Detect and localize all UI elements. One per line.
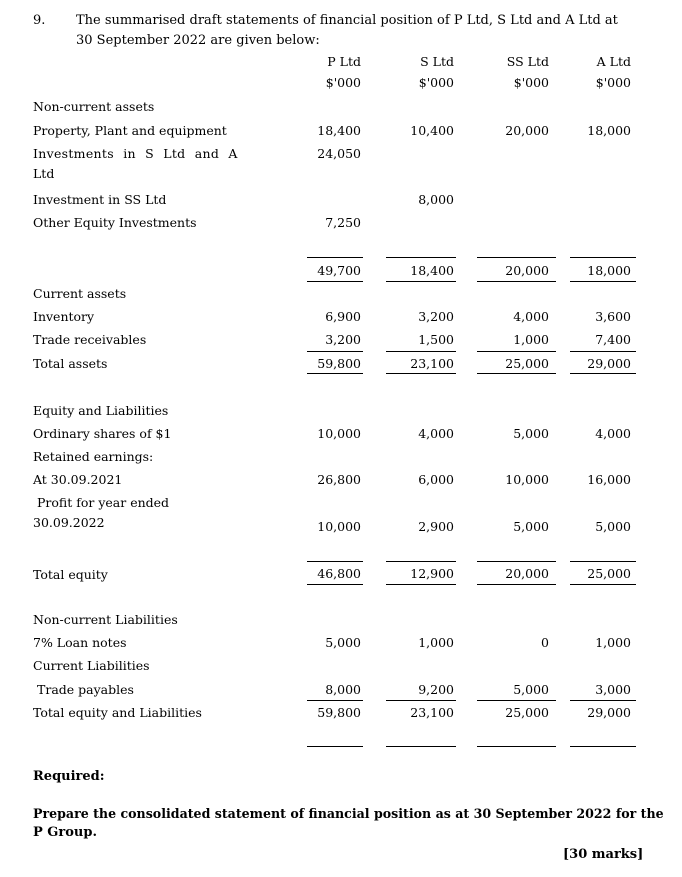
label-non-current-assets: Non-current assets	[33, 99, 155, 114]
label-total-eq-liab: Total equity and Liabilities	[33, 705, 202, 720]
label-total-equity: Total equity	[33, 567, 108, 582]
cell-total-assets-p: 59,800	[317, 356, 361, 371]
label-current-assets: Current assets	[33, 286, 127, 301]
cell-investment-ss-s: 8,000	[418, 192, 454, 207]
rule-line	[307, 373, 363, 374]
label-at-date: At 30.09.2021	[33, 472, 123, 487]
cell-payables-ss: 5,000	[513, 682, 549, 697]
cell-inventory-s: 3,200	[418, 309, 454, 324]
cell-total-assets-a: 29,000	[587, 356, 631, 371]
rule-line	[307, 281, 363, 282]
cell-nca-total-s: 18,400	[410, 263, 454, 278]
col-unit-s: $'000	[418, 75, 454, 90]
cell-at-date-s: 6,000	[418, 472, 454, 487]
rule-line	[477, 584, 556, 585]
label-retained-earnings: Retained earnings:	[33, 449, 154, 464]
label-investments-line2: Ltd	[33, 166, 55, 181]
cell-total-equity-s: 12,900	[410, 566, 454, 581]
label-equity-liabilities: Equity and Liabilities	[33, 403, 169, 418]
col-header-a: A Ltd	[596, 54, 631, 69]
rule-line	[386, 257, 456, 258]
cell-at-date-a: 16,000	[587, 472, 631, 487]
label-ordinary-shares: Ordinary shares of $1	[33, 426, 172, 441]
label-profit-line1: Profit for year ended	[37, 495, 170, 510]
rule-line	[570, 373, 636, 374]
label-investments-line1: Investments in S Ltd and A	[33, 146, 238, 161]
cell-profit-ss: 5,000	[513, 519, 549, 534]
cell-at-date-ss: 10,000	[505, 472, 549, 487]
col-header-p: P Ltd	[327, 54, 361, 69]
question-number: 9.	[33, 13, 46, 28]
marks-label: [30 marks]	[563, 847, 644, 862]
rule-line	[477, 561, 556, 562]
cell-receivables-p: 3,200	[325, 332, 361, 347]
cell-receivables-ss: 1,000	[513, 332, 549, 347]
rule-line	[307, 746, 363, 747]
required-text-line2: P Group.	[33, 825, 97, 840]
rule-line	[386, 281, 456, 282]
cell-investments-p: 24,050	[317, 146, 361, 161]
cell-receivables-s: 1,500	[418, 332, 454, 347]
rule-line	[477, 700, 556, 701]
rule-line	[570, 561, 636, 562]
cell-total-assets-s: 23,100	[410, 356, 454, 371]
label-current-liabilities: Current Liabilities	[33, 658, 150, 673]
cell-nca-total-ss: 20,000	[505, 263, 549, 278]
rule-line	[570, 700, 636, 701]
rule-line	[477, 373, 556, 374]
cell-total-eq-liab-ss: 25,000	[505, 705, 549, 720]
rule-line	[570, 281, 636, 282]
label-trade-payables: Trade payables	[37, 682, 134, 697]
rule-line	[570, 351, 636, 352]
col-header-s: S Ltd	[420, 54, 454, 69]
question-intro-line1: The summarised draft statements of financial position of P Ltd, S Ltd and A Ltd at	[76, 13, 618, 28]
rule-line	[307, 257, 363, 258]
cell-inventory-ss: 4,000	[513, 309, 549, 324]
cell-inventory-p: 6,900	[325, 309, 361, 324]
col-header-ss: SS Ltd	[506, 54, 549, 69]
cell-profit-s: 2,900	[418, 519, 454, 534]
label-inventory: Inventory	[33, 309, 95, 324]
label-trade-receivables: Trade receivables	[33, 332, 147, 347]
rule-line	[386, 746, 456, 747]
label-other-equity: Other Equity Investments	[33, 215, 197, 230]
rule-line	[386, 351, 456, 352]
rule-line	[570, 257, 636, 258]
cell-total-assets-ss: 25,000	[505, 356, 549, 371]
rule-line	[386, 561, 456, 562]
cell-payables-a: 3,000	[595, 682, 631, 697]
cell-shares-s: 4,000	[418, 426, 454, 441]
cell-shares-p: 10,000	[317, 426, 361, 441]
cell-receivables-a: 7,400	[595, 332, 631, 347]
cell-ppe-p: 18,400	[317, 123, 361, 138]
cell-loan-s: 1,000	[418, 635, 454, 650]
cell-total-equity-a: 25,000	[587, 566, 631, 581]
cell-nca-total-a: 18,000	[587, 263, 631, 278]
rule-line	[386, 584, 456, 585]
rule-line	[307, 584, 363, 585]
col-unit-p: $'000	[325, 75, 361, 90]
col-unit-ss: $'000	[513, 75, 549, 90]
cell-total-eq-liab-a: 29,000	[587, 705, 631, 720]
cell-loan-p: 5,000	[325, 635, 361, 650]
cell-profit-a: 5,000	[595, 519, 631, 534]
cell-profit-p: 10,000	[317, 519, 361, 534]
cell-total-eq-liab-s: 23,100	[410, 705, 454, 720]
cell-shares-ss: 5,000	[513, 426, 549, 441]
label-loan-notes: 7% Loan notes	[33, 635, 127, 650]
rule-line	[477, 257, 556, 258]
required-heading: Required:	[33, 769, 105, 784]
cell-total-equity-ss: 20,000	[505, 566, 549, 581]
rule-line	[570, 584, 636, 585]
rule-line	[477, 746, 556, 747]
cell-payables-p: 8,000	[325, 682, 361, 697]
cell-at-date-p: 26,800	[317, 472, 361, 487]
cell-other-equity-p: 7,250	[325, 215, 361, 230]
rule-line	[307, 700, 363, 701]
label-ppe: Property, Plant and equipment	[33, 123, 227, 138]
cell-loan-ss: 0	[541, 635, 549, 650]
rule-line	[307, 351, 363, 352]
rule-line	[477, 351, 556, 352]
rule-line	[386, 373, 456, 374]
question-intro-line2: 30 September 2022 are given below:	[76, 33, 320, 48]
cell-shares-a: 4,000	[595, 426, 631, 441]
cell-inventory-a: 3,600	[595, 309, 631, 324]
cell-total-eq-liab-p: 59,800	[317, 705, 361, 720]
cell-payables-s: 9,200	[418, 682, 454, 697]
label-investment-ss: Investment in SS Ltd	[33, 192, 167, 207]
cell-nca-total-p: 49,700	[317, 263, 361, 278]
cell-ppe-s: 10,400	[410, 123, 454, 138]
rule-line	[386, 700, 456, 701]
required-text-line1: Prepare the consolidated statement of financial position as at 30 September 2022 for the	[33, 806, 664, 821]
label-non-current-liabilities: Non-current Liabilities	[33, 612, 178, 627]
label-total-assets: Total assets	[33, 356, 108, 371]
rule-line	[307, 561, 363, 562]
cell-total-equity-p: 46,800	[317, 566, 361, 581]
rule-line	[477, 281, 556, 282]
label-profit-line2: 30.09.2022	[33, 515, 105, 530]
cell-loan-a: 1,000	[595, 635, 631, 650]
cell-ppe-a: 18,000	[587, 123, 631, 138]
cell-ppe-ss: 20,000	[505, 123, 549, 138]
rule-line	[570, 746, 636, 747]
col-unit-a: $'000	[595, 75, 631, 90]
